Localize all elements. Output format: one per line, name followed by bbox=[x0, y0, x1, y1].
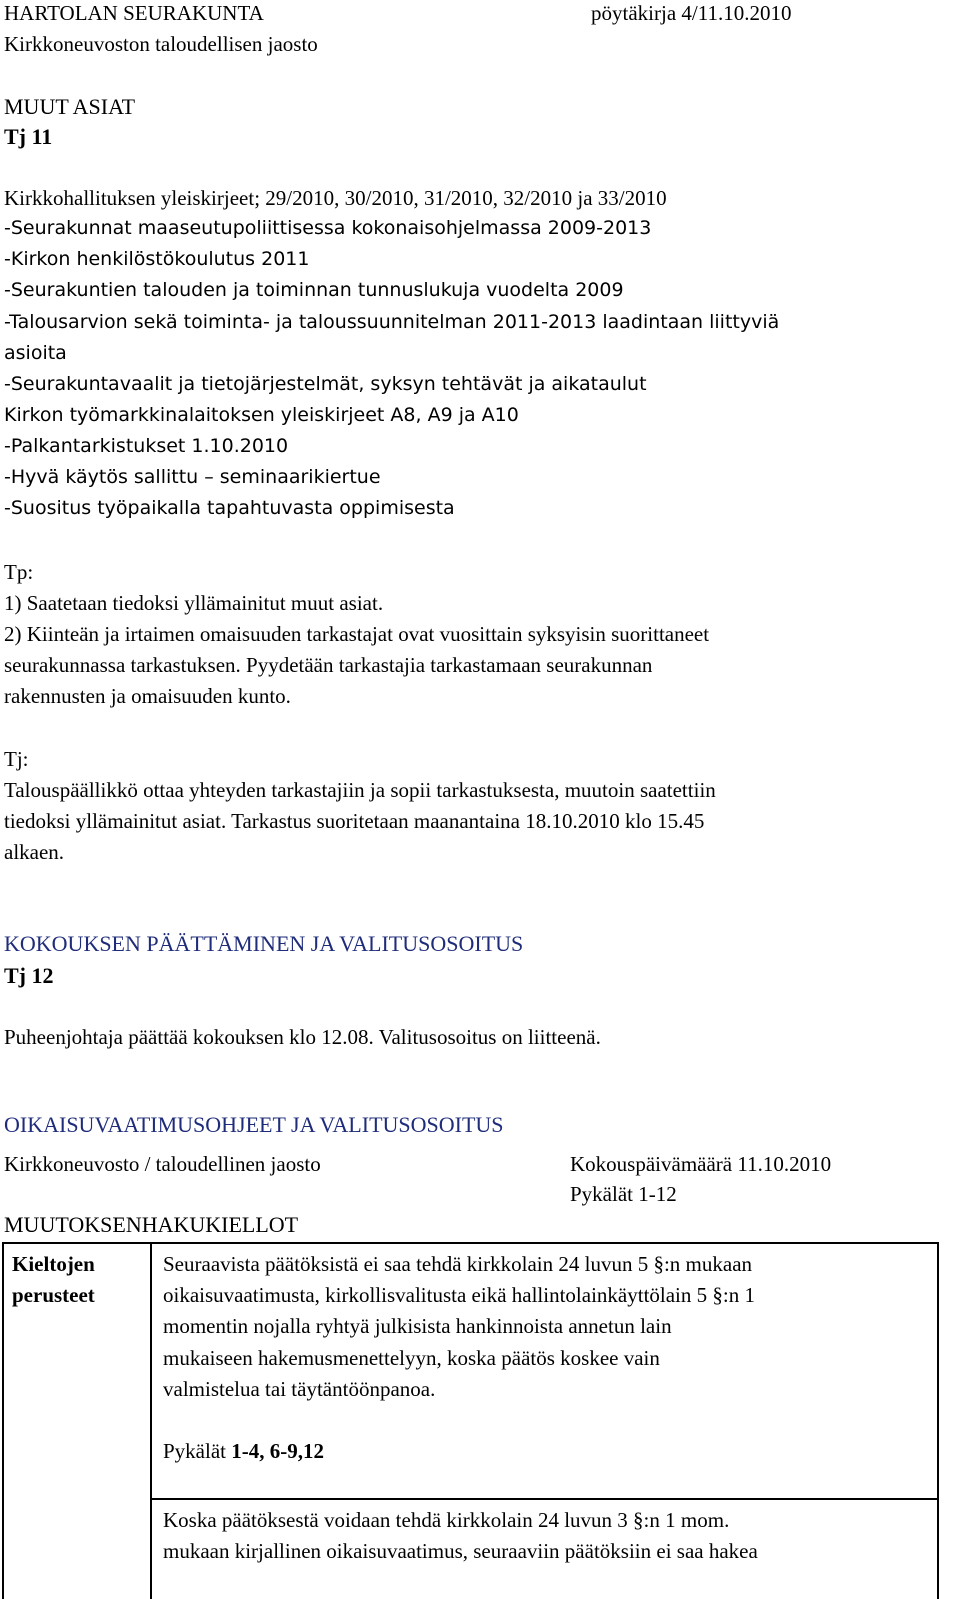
circulars-intro: Kirkkohallituksen yleiskirjeet; 29/2010, 30/2010, 31/2010, 32/2010 ja 33/2010 bbox=[4, 186, 667, 210]
appeal-title: OIKAISUVAATIMUSOHJEET JA VALITUSOSOITUS bbox=[4, 1112, 504, 1137]
table-left-border bbox=[2, 1242, 4, 1599]
circular-item: -Suositus työpaikalla tapahtuvasta oppimisesta bbox=[4, 497, 455, 519]
section-11-title: MUUT ASIAT bbox=[4, 94, 136, 119]
circular-item: -Seurakuntavaalit ja tietojärjestelmät, syksyn tehtävät ja aikataulut bbox=[4, 373, 647, 395]
table-right-border bbox=[937, 1242, 939, 1599]
circular-item: -Seurakuntien talouden ja toiminnan tunnuslukuja vuodelta 2009 bbox=[4, 279, 624, 301]
circular-item: -Palkantarkistukset 1.10.2010 bbox=[4, 435, 289, 457]
org-name: HARTOLAN SEURAKUNTA bbox=[4, 1, 264, 25]
circular-item: -Hyvä käytös sallittu – seminaarikiertue bbox=[4, 466, 381, 488]
table-label: Kieltojen bbox=[12, 1252, 95, 1276]
table-top-border bbox=[2, 1242, 939, 1244]
table-paragraphs bbox=[163, 1441, 324, 1462]
document-type-number: pöytäkirja 4/11.10.2010 bbox=[591, 1, 792, 25]
proposal-line: rakennusten ja omaisuuden kunto. bbox=[4, 684, 291, 708]
proposal-line: 2) Kiinteän ja irtaimen omaisuuden tarkastajat ovat vuosittain syksyisin suorittaneet bbox=[4, 622, 710, 646]
circular-item: Kirkon työmarkkinalaitoksen yleiskirjeet A8, A9 ja A10 bbox=[4, 404, 519, 426]
table-text-line: mukaiseen hakemusmenettelyyn, koska päätös koskee vain bbox=[163, 1346, 660, 1370]
table-text-line: mukaan kirjallinen oikaisuvaatimus, seuraaviin päätöksiin ei saa hakea bbox=[163, 1539, 758, 1563]
proposal-line: 1) Saatetaan tiedoksi yllämainitut muut asiat. bbox=[4, 591, 384, 615]
table-text-line: oikaisuvaatimusta, kirkollisvalitusta eikä hallintolainkäyttölain 5 §:n 1 bbox=[163, 1283, 755, 1307]
table-text-line: momentin nojalla ryhtyä julkisista hankinnoista annetun lain bbox=[163, 1314, 672, 1338]
circular-item: asioita bbox=[4, 342, 67, 364]
meeting-date: Kokouspäivämäärä 11.10.2010 bbox=[570, 1152, 832, 1176]
circular-item: -Seurakunnat maaseutupoliittisessa kokonaisohjelmassa 2009-2013 bbox=[4, 217, 652, 239]
paragraph-range: Pykälät 1-12 bbox=[570, 1182, 677, 1206]
appeal-subtitle: MUUTOKSENHAKUKIELLOT bbox=[4, 1212, 299, 1237]
proposal-label: Tp: bbox=[4, 560, 34, 584]
section-12-title: KOKOUKSEN PÄÄTTÄMINEN JA VALITUSOSOITUS bbox=[4, 931, 524, 956]
section-11-tj: Tj 11 bbox=[4, 124, 53, 149]
circular-item: -Talousarvion sekä toiminta- ja taloussuunnitelman 2011-2013 laadintaan liittyviä bbox=[4, 311, 780, 333]
proposal-line: seurakunnassa tarkastuksen. Pyydetään tarkastajia tarkastamaan seurakunnan bbox=[4, 653, 653, 677]
appeal-body: Kirkkoneuvosto / taloudellinen jaosto bbox=[4, 1152, 321, 1176]
table-text-line: Seuraavista päätöksistä ei saa tehdä kirkkolain 24 luvun 5 §:n mukaan bbox=[163, 1252, 753, 1276]
decision-line: Talouspäällikkö ottaa yhteyden tarkastajiin ja sopii tarkastuksesta, muutoin saatettiin bbox=[4, 778, 716, 802]
table-inner-divider bbox=[152, 1498, 939, 1500]
decision-label: Tj: bbox=[4, 747, 29, 771]
circular-item: -Kirkon henkilöstökoulutus 2011 bbox=[4, 248, 310, 270]
table-paragraphs-prefix: Pykälät bbox=[163, 1439, 232, 1463]
table-text-line: valmistelua tai täytäntöönpanoa. bbox=[163, 1377, 436, 1401]
table-text-line: Koska päätöksestä voidaan tehdä kirkkolain 24 luvun 3 §:n 1 mom. bbox=[163, 1508, 730, 1532]
committee-name: Kirkkoneuvoston taloudellisen jaosto bbox=[4, 32, 318, 56]
decision-line: alkaen. bbox=[4, 840, 65, 864]
table-column-divider bbox=[150, 1242, 152, 1599]
section-12-tj: Tj 12 bbox=[4, 963, 54, 988]
section-12-text: Puheenjohtaja päättää kokouksen klo 12.08. Valitusosoitus on liitteenä. bbox=[4, 1025, 601, 1049]
table-label: perusteet bbox=[12, 1283, 95, 1307]
table-paragraphs-numbers: 1-4, 6-9,12 bbox=[231, 1439, 324, 1463]
decision-line: tiedoksi yllämainitut asiat. Tarkastus suoritetaan maanantaina 18.10.2010 klo 15.45 bbox=[4, 809, 705, 833]
